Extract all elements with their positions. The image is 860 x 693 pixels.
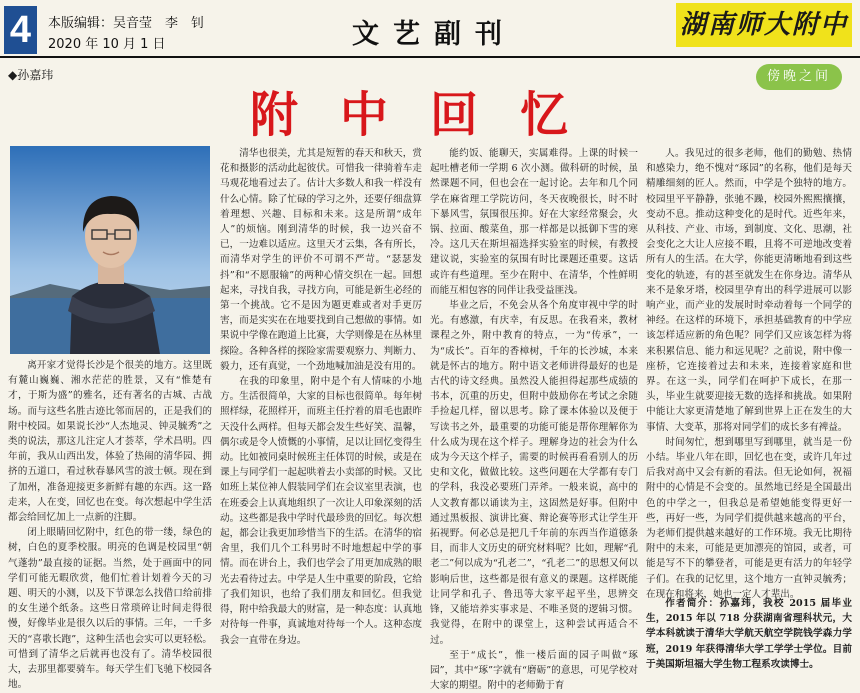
paragraph: 毕业之后，不免会从各个角度审视中学的时光。有感激，有庆幸，有反思。在我看来，教材课程之外，附中教育的特点，一为“传承”，一为“成长”。百年的香樟树，千年的长沙城，本来就是怀古的地方。附中语文老师讲得最好的也是古代的诗文经典。虽然没人能担得起那些成绩的书本，沉重的历史，但附中鼓励你在考试之余随手捡起几样，留以思考。除了课本体验以及便于写读书之外，最重要的功能可能是帮你理解你为什么成为现在这个样子。理解身边的社会为什么成为今天这个样子，需要的时候再看看别人的历史和文化，做做比较。这些问题在大学都有专门的学科，我没必要班门弄斧。一般来说，高中的人文教育都以诵读为主，这固然是好事。但附中通过黑板报、演讲比赛、辩论赛等形式让学生开拓视野。何必总是把几千年前的东西当作道德条目，而非人文历史的研究材料呢？比如，理解“孔老二”何以成为“孔老二”，“孔老二”的思想又何以影响后世，这些都是很有意义的课题。这样既能让同学和孔子、鲁迅等大家平起平坐，思辨交锋，又能培养实事求是、不唯圣贤的逻辑习惯。我觉得，在附中的课堂上，这种尝试再适合不过。 xyxy=(430,300,638,646)
article-column-4 xyxy=(646,146,852,600)
editor-line: 本版编辑：吴音莹 李 钊 xyxy=(48,16,205,31)
author-bio xyxy=(646,596,852,680)
paragraph: 在我的印象里，附中是个有人情味的小地方。生活很简单，大家的目标也很简单。每年树照样绿，花照样开，而班主任拧着的眉毛也跟昨天没什么两样。但每天都会发生些好笑、温馨，偶尔或是令人愤慨的小事情，足以让回忆变得生动。比如被同桌时候班主任体罚的时候，或是在课上与同学们一起起哄着去小卖部的时候。又比如班上某位神人假装同学们在会议室里表演，也在班委会上认真地组织了一次让人印象深刻的活动。这些都是我中学时代最珍贵的回忆。每次想起，都会让我更加珍惜当下的生活。在清华的宿舍里，我们几个工科男时不时地想起中学的事情。而在讲台上，我们也学会了用更加成熟的眼光去看待过去。中学是人生中重要的阶段，它给了我们知识，也给了我们朋友和回忆。但我觉得，附中给我最大的财富，是一种态度：认真地对待每一件事，真诚地对待每一个人。这种态度我会一直带在身边。 xyxy=(220,376,422,646)
article-column-1 xyxy=(8,358,212,691)
column-badge: 傍晚之间 xyxy=(756,64,842,90)
paragraph: 离开家才觉得长沙是个很美的地方。这里既有麓山巍巍、湘水茫茫的胜景，又有“惟楚有才，于斯为盛”的雅名，还有著名的古城、古战场。而与这些名胜古迹比邻而居的，正是我们的附中校园。如果说长沙“人杰地灵、钟灵毓秀”之类的说法，那这儿注定人才荟萃，学术昌明。四年前，我从山西出发，体验了热闹的清华园、拥挤的五道口，看过秋春暴风雪的波士顿。现在到了加州，准备迎接更多新鲜有趣的东西。这一路走来，人在变，回忆也在变。每次想起中学生活都会给回忆加上一点新的注脚。 xyxy=(8,360,212,524)
paragraph: 人。我见过的很多老师，他们的勤勉、热情和感染力，绝不愧对“琢园”的名称，他们是每天精雕细刻的匠人。然而，中学是个独特的地方。校园里平平静静，张驰不躁，校园外熙熙攘攘，变动不息。推动这种变化的是时代。近些年来，从科技、产业、市场，到制度、文化、思潮，社会变化之大让人应接不暇，且将不可逆地改变着所有人的生活。在大学，你能更清晰地看到这些变化的轨迹，有的甚至就发生在你身边。清华从来不是象牙塔，校园里孕育出的科学进展可以影响产业，而产业的发展时时牵动着每一个同学的神经。在这样的环境下，承担基础教育的中学应该怎样适应新的角色呢？同学们又应该怎样为将来积累信息、能力和远见呢？之前说，附中像一座桥，它连接着过去和未来，连接着家庭和世界。在这一头，同学们在呵护下成长，在那一头，毕业生就要迎接无数的选择和挑战。如果附中能让大家更清楚地了解到世界上正在发生的大事情、大变革，那将对同学们的成长多有裨益。 xyxy=(646,148,852,433)
section-title: 文艺副刊 xyxy=(352,19,516,50)
article-column-2 xyxy=(220,146,422,680)
author-bio-text: 孙嘉玮，我校 2015 届毕业生，2015 年以 718 分获湖南省理科状元，大学本科就读于清华大学航天航空学院钱学森力学班，2019 年获得清华大学工学学士学位。目前于美国斯坦福大学生物工程系攻读博士。 xyxy=(646,598,852,670)
paragraph: 时间匆忙，想到哪里写到哪里，就当是一份小结。毕业八年在即，回忆也在变，或许几年过后我对高中又会有新的看法。但无论如何，祝福附中的心情是不会变的。虽然地已经是全国最出色的中学之一，但我总是希望她能变得更好一些，再好一些，为同学们提供越来越高的平台，为老师们提供越来越好的工作环境。我无比期待附中的未来，可能是更加漂亮的馆园，或者，可能是写不下的攀登者，可能是更有活力的年轻学子们。在我的记忆里，这个地方一直钟灵毓秀；在现在和将来，她也一定人才辈出。 xyxy=(646,436,852,600)
issue-date: 2020 年 10 月 1 日 xyxy=(48,37,166,52)
paragraph: 能约饭、能聊天，实属难得。上课的时候一起吐槽老师一学期 6 次小测。做科研的时候，虽然课题不同，但也会在一起讨论。去年和几个同学在麻省理工学院访问，冬天夜晚很长，时不时下暴风雪，氛围很压抑。好在大家经常聚会，火锅、拉面、酸菜鱼，那一样都是以抵御下雪的寒冷。这几天在斯坦福选择实验室的时候，有教授建议说，实验室的氛围有时比课题还重要。这话或许有些道理。至少在附中、在清华，个性鲜明而能互相包容的同伴让我受益匪浅。 xyxy=(430,148,638,296)
masthead-logo: 湖南师大附中 xyxy=(676,3,852,47)
author-photo xyxy=(10,146,210,354)
paragraph: 闭上眼睛回忆附中，红色的带一缕，绿色的树，白色的夏季校服。明亮的色调是校园里“朝气蓬勃”最直接的证据。当然，处于画面中的同学们可能无暇欣赏，他们忙着计划着今天的习题、明天的小测，以及下节课怎么找借口给前排的女生递个纸条。这些日常琐碎让时间走得很慢，好像毕业是很久以后的事情。三年，一千多天的“喜歌长跑”，这种生活也会实可以更轻松。可惜到了清华之后就再也没有了。清华校园很大，去那里都要骑车。每天学生们飞驰下校园各地。 xyxy=(8,527,212,691)
paragraph: 清华也很美，尤其是短暂的春天和秋天，赏花和摄影的活动此起彼伏。可惜我一律骑着车走马观花地看过去了。估计大多数人和我一样没有什么心情。除了忙碌的学习之外，还要仔细盘算着理想、兴趣、目标和未来。这是所谓“成年人”的烦恼。刚到清华的时候，我一边兴奋不已，一边难以适应。这里天才云集，各有所长，而清华对学生的评价不可谓不严苛。“瑟瑟发抖”和“不愿服输”的两种心情交织在一起。回想起来，寻找自我，寻找方向，可能是新生必经的第一个挑战。它不是因为题更难或者对手更厉害，而是实实在在地要找到自己想做的事情。如果说中学像在跑道上比赛，大学则像是在丛林里探险。各种各样的探险家需要观察力、判断力、毅力，还有真觉，一个劲地喊加油是没有用的。 xyxy=(220,148,422,372)
header-rule xyxy=(0,56,860,58)
author-bio-label: 作者简介： xyxy=(665,598,720,609)
article-column-3 xyxy=(430,146,638,692)
article-headline: 附中回忆 xyxy=(250,87,611,143)
article-author: ◆孙嘉玮 xyxy=(8,68,54,82)
paragraph: 至于“成长”，惟一楼后面的园子叫做“琢园”，其中“琢”字就有“磨砺”的意思，可见学校对大家的期望。附中的老师勤于育 xyxy=(430,649,638,692)
page-number: 4 xyxy=(4,6,37,54)
